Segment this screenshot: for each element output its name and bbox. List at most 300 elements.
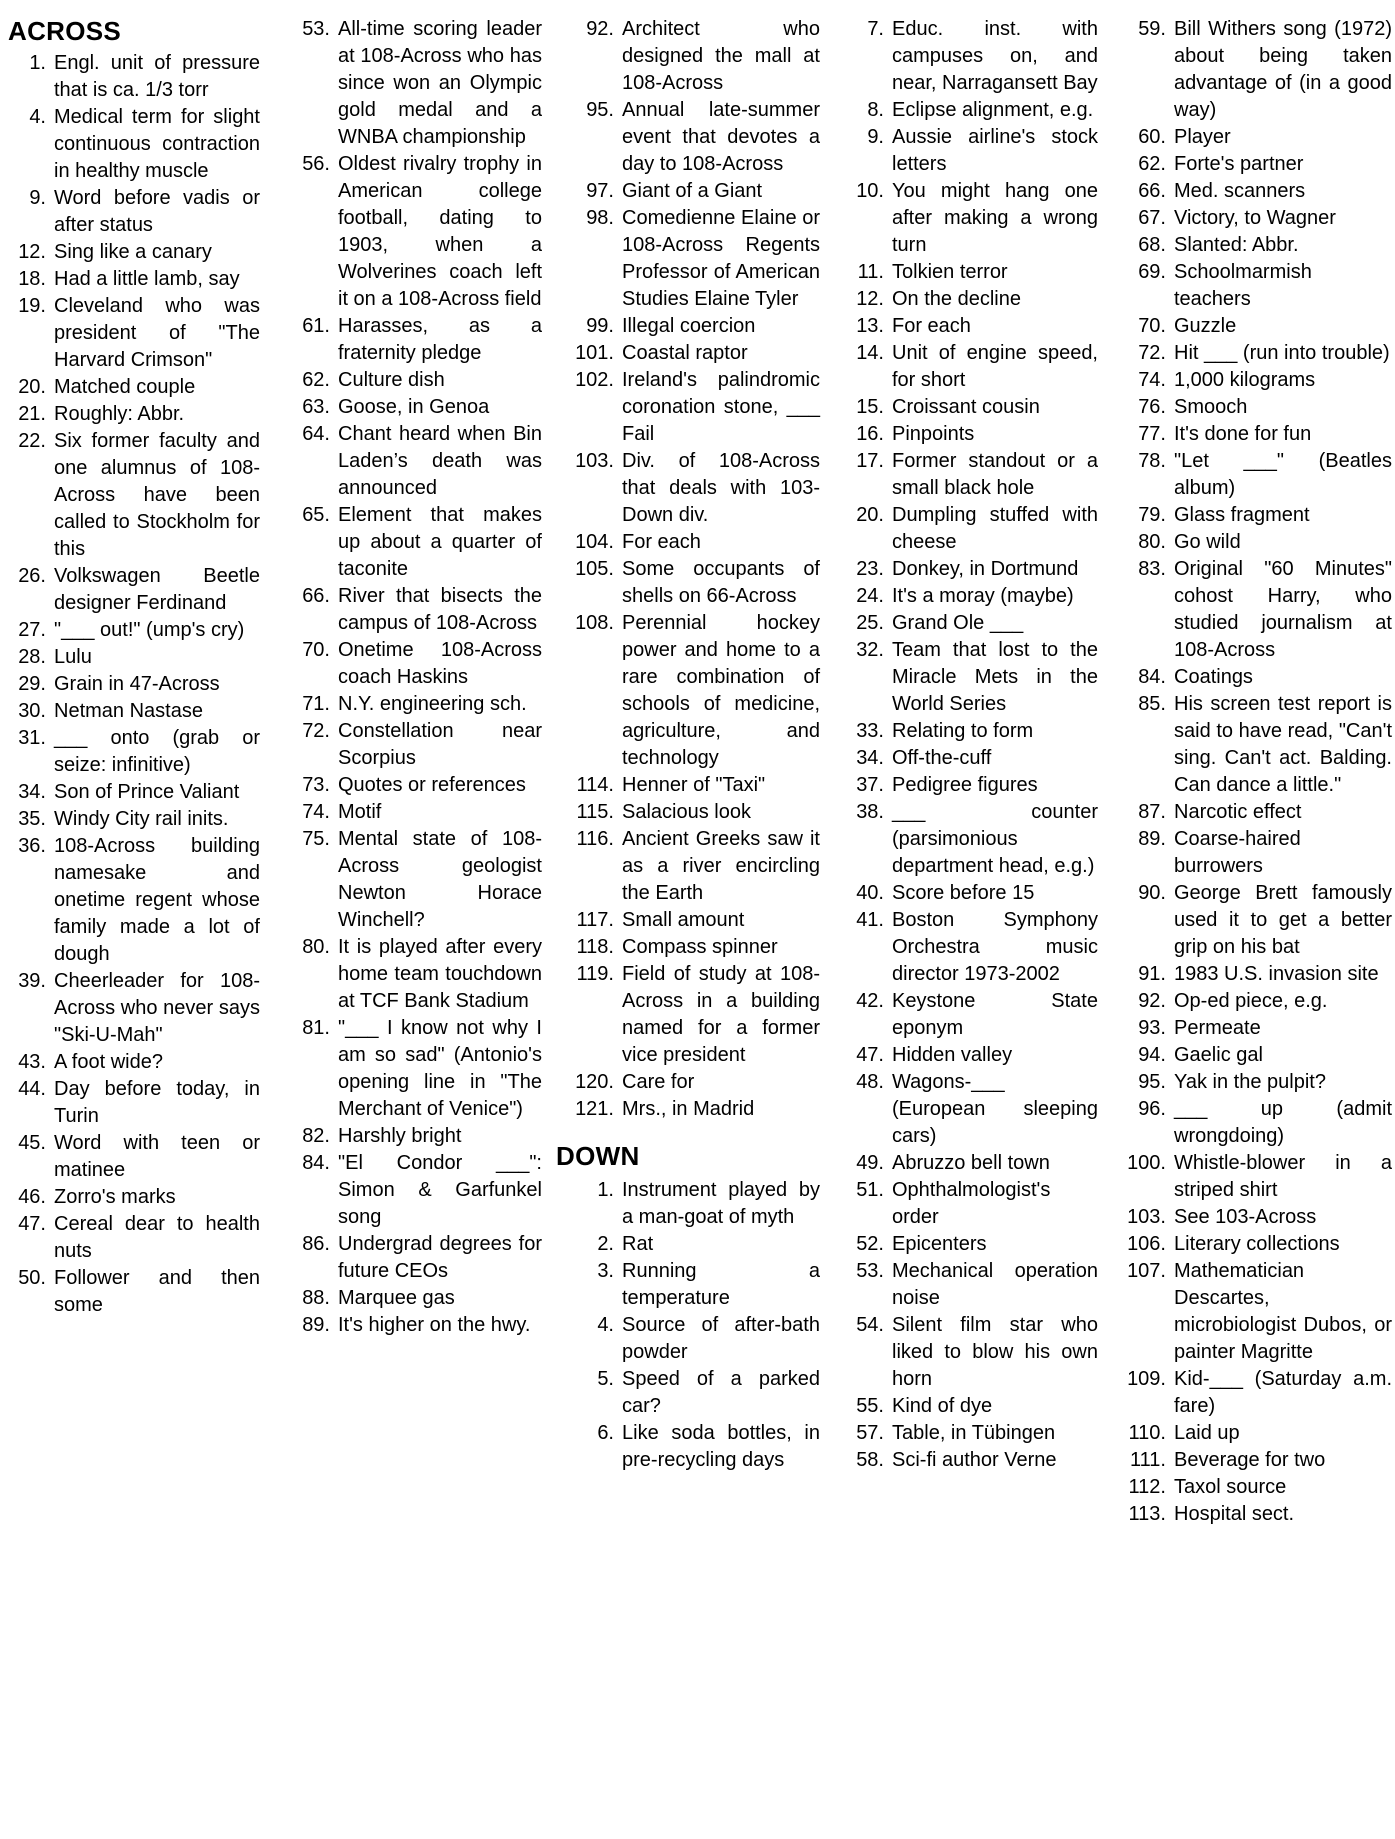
clue-text: Element that makes up about a quarter of taconite	[338, 504, 542, 580]
clue-text: Instrument played by a man-goat of myth	[622, 1179, 820, 1228]
clue-number: 54.	[856, 1314, 884, 1336]
clue-text: Relating to form	[892, 720, 1034, 742]
clue-number: 7.	[867, 18, 884, 40]
clue-text: Henner of "Taxi"	[622, 774, 766, 796]
clue-text: "___ out!" (ump's cry)	[54, 619, 245, 641]
clue-text: George Brett famously used it to get a better grip on his bat	[1174, 882, 1392, 958]
clue-item	[8, 104, 260, 185]
clue-item	[556, 1069, 820, 1096]
clue-number: 1.	[29, 52, 46, 74]
clue-number: 66.	[1138, 180, 1166, 202]
clue-item	[848, 1393, 1098, 1420]
clue-number: 69.	[1138, 261, 1166, 283]
clue-item	[556, 934, 820, 961]
clue-text: Ancient Greeks saw it as a river encircling the Earth	[622, 828, 820, 904]
clue-number: 84.	[302, 1152, 330, 1174]
clue-number: 61.	[302, 315, 330, 337]
clue-list-column-2	[288, 16, 542, 1339]
clue-number: 10.	[856, 180, 884, 202]
clue-item	[848, 1420, 1098, 1447]
clue-number: 105.	[575, 558, 614, 580]
clue-text: Hit ___ (run into trouble)	[1174, 342, 1390, 364]
clue-text: Comedienne Elaine or 108-Across Regents Professor of American Studies Elaine Tyler	[622, 207, 820, 310]
clue-item	[848, 340, 1098, 394]
clue-item	[556, 1312, 820, 1366]
clue-item	[1116, 988, 1392, 1015]
clue-number: 80.	[1138, 531, 1166, 553]
clue-number: 71.	[302, 693, 330, 715]
clue-item	[1116, 1501, 1392, 1528]
clue-text: N.Y. engineering sch.	[338, 693, 527, 715]
clue-number: 9.	[29, 187, 46, 209]
clue-number: 103.	[575, 450, 614, 472]
clue-text: ___ onto (grab or seize: infinitive)	[54, 727, 260, 776]
clue-number: 88.	[302, 1287, 330, 1309]
clue-item	[288, 1312, 542, 1339]
clue-item	[556, 799, 820, 826]
clue-number: 33.	[856, 720, 884, 742]
clue-number: 68.	[1138, 234, 1166, 256]
clue-item	[556, 1366, 820, 1420]
clue-text: Hospital sect.	[1174, 1503, 1295, 1525]
clue-item	[556, 1096, 820, 1123]
clue-text: Goose, in Genoa	[338, 396, 490, 418]
clue-text: It's done for fun	[1174, 423, 1312, 445]
clue-text: It is played after every home team touchdown at TCF Bank Stadium	[338, 936, 542, 1012]
clue-number: 47.	[18, 1213, 46, 1235]
clue-item	[848, 907, 1098, 988]
clue-text: Harshly bright	[338, 1125, 462, 1147]
clue-number: 36.	[18, 835, 46, 857]
clue-item	[848, 1177, 1098, 1231]
clue-text: Team that lost to the Miracle Mets in the World Series	[892, 639, 1098, 715]
clue-number: 34.	[18, 781, 46, 803]
clue-number: 62.	[1138, 153, 1166, 175]
clue-item	[8, 833, 260, 968]
clue-number: 46.	[18, 1186, 46, 1208]
clue-text: Glass fragment	[1174, 504, 1310, 526]
clue-text: Boston Symphony Orchestra music director 1973-2002	[892, 909, 1098, 985]
clue-item	[1116, 232, 1392, 259]
clue-item	[1116, 259, 1392, 313]
clue-item	[556, 1177, 820, 1231]
clue-number: 67.	[1138, 207, 1166, 229]
clue-text: Guzzle	[1174, 315, 1237, 337]
clue-item	[848, 610, 1098, 637]
clue-item	[288, 772, 542, 799]
clue-number: 97.	[586, 180, 614, 202]
clue-item	[1116, 880, 1392, 961]
clue-text: Former standout or a small black hole	[892, 450, 1098, 499]
clue-item	[556, 772, 820, 799]
clue-number: 91.	[1138, 963, 1166, 985]
clue-item	[1116, 367, 1392, 394]
clue-item	[1116, 799, 1392, 826]
clue-item	[1116, 691, 1392, 799]
clue-number: 14.	[856, 342, 884, 364]
clue-text: Six former faculty and one alumnus of 108-Across have been called to Stockholm for this	[54, 430, 260, 560]
clue-number: 34.	[856, 747, 884, 769]
clue-number: 120.	[575, 1071, 614, 1093]
clue-item	[1116, 340, 1392, 367]
clue-text: Abruzzo bell town	[892, 1152, 1050, 1174]
clue-number: 80.	[302, 936, 330, 958]
clue-number: 95.	[1138, 1071, 1166, 1093]
clue-number: 49.	[856, 1152, 884, 1174]
clue-number: 29.	[18, 673, 46, 695]
clue-text: Sci-fi author Verne	[892, 1449, 1057, 1471]
clue-item	[288, 934, 542, 1015]
clue-item	[288, 799, 542, 826]
clue-item	[1116, 502, 1392, 529]
clue-number: 78.	[1138, 450, 1166, 472]
clue-number: 77.	[1138, 423, 1166, 445]
clue-text: Source of after-bath powder	[622, 1314, 820, 1363]
clue-item	[288, 1150, 542, 1231]
clue-text: Annual late-summer event that devotes a day to 108-Across	[622, 99, 820, 175]
clue-item	[1116, 1069, 1392, 1096]
clue-item	[288, 691, 542, 718]
clue-number: 100.	[1127, 1152, 1166, 1174]
clue-number: 35.	[18, 808, 46, 830]
clue-text: Hidden valley	[892, 1044, 1013, 1066]
clue-text: Cheerleader for 108-Across who never says "Ski-U-Mah"	[54, 970, 260, 1046]
clue-number: 114.	[576, 774, 614, 796]
clue-number: 56.	[302, 153, 330, 175]
clue-number: 37.	[856, 774, 884, 796]
clue-number: 107.	[1127, 1260, 1166, 1282]
clue-number: 26.	[18, 565, 46, 587]
clue-text: Kid-___ (Saturday a.m. fare)	[1174, 1368, 1392, 1417]
clue-item	[848, 313, 1098, 340]
clue-number: 101.	[575, 342, 614, 364]
clue-text: Off-the-cuff	[892, 747, 992, 769]
clue-text: Illegal coercion	[622, 315, 756, 337]
clue-item	[8, 725, 260, 779]
clue-item	[8, 968, 260, 1049]
clue-text: Whistle-blower in a striped shirt	[1174, 1152, 1392, 1201]
clue-item	[8, 806, 260, 833]
clue-text: Aussie airline's stock letters	[892, 126, 1098, 175]
clue-text: Literary collections	[1174, 1233, 1340, 1255]
clue-number: 48.	[856, 1071, 884, 1093]
clue-text: Giant of a Giant	[622, 180, 763, 202]
clue-item	[8, 1049, 260, 1076]
clue-item	[556, 340, 820, 367]
clue-item	[1116, 1231, 1392, 1258]
clue-item	[8, 266, 260, 293]
clue-text: 108-Across building namesake and onetime regent whose family made a lot of dough	[54, 835, 260, 965]
clue-number: 87.	[1138, 801, 1166, 823]
clue-item	[8, 1184, 260, 1211]
clue-item	[8, 401, 260, 428]
clue-item	[8, 293, 260, 374]
clue-number: 42.	[856, 990, 884, 1012]
clue-item	[288, 394, 542, 421]
clue-number: 92.	[1138, 990, 1166, 1012]
clue-text: Oldest rivalry trophy in American college football, dating to 1903, when a Wolverines coach left it on a 108-Across field	[338, 153, 542, 310]
clue-number: 12.	[18, 241, 46, 263]
clue-text: Windy City rail inits.	[54, 808, 229, 830]
clue-item	[848, 880, 1098, 907]
clue-number: 119.	[576, 963, 614, 985]
clue-text: Smooch	[1174, 396, 1248, 418]
clue-item	[1116, 151, 1392, 178]
clue-item	[1116, 124, 1392, 151]
clue-number: 94.	[1138, 1044, 1166, 1066]
clue-text: Silent film star who liked to blow his own horn	[892, 1314, 1098, 1390]
clue-item	[848, 1447, 1098, 1474]
clue-text: Architect who designed the mall at 108-Across	[622, 18, 820, 94]
clue-text: Wagons-___ (European sleeping cars)	[892, 1071, 1098, 1147]
clue-number: 117.	[576, 909, 614, 931]
clue-list-column-5	[1116, 16, 1392, 1528]
clue-number: 4.	[29, 106, 46, 128]
clue-item	[848, 502, 1098, 556]
clue-text: Slanted: Abbr.	[1174, 234, 1299, 256]
clue-item	[8, 617, 260, 644]
clue-number: 112.	[1128, 1476, 1166, 1498]
clue-item	[288, 1231, 542, 1285]
clue-number: 85.	[1138, 693, 1166, 715]
clue-item	[848, 421, 1098, 448]
clue-item	[1116, 421, 1392, 448]
clue-number: 111.	[1130, 1449, 1166, 1471]
clue-text: Mental state of 108-Across geologist Newton Horace Winchell?	[338, 828, 542, 931]
clue-number: 45.	[18, 1132, 46, 1154]
clue-text: Onetime 108-Across coach Haskins	[338, 639, 542, 688]
clue-item	[1116, 1096, 1392, 1150]
clue-number: 32.	[856, 639, 884, 661]
clue-item	[1116, 394, 1392, 421]
clue-text: Rat	[622, 1233, 654, 1255]
clue-text: Quotes or references	[338, 774, 526, 796]
clue-item	[288, 16, 542, 151]
clue-item	[1116, 205, 1392, 232]
clue-number: 30.	[18, 700, 46, 722]
clue-item	[8, 1265, 260, 1319]
clue-number: 20.	[856, 504, 884, 526]
clue-number: 18.	[18, 268, 46, 290]
clue-text: Chant heard when Bin Laden’s death was announced	[338, 423, 542, 499]
clue-text: Engl. unit of pressure that is ca. 1/3 torr	[54, 52, 260, 101]
clue-number: 1.	[597, 1179, 614, 1201]
clue-text: Gaelic gal	[1174, 1044, 1263, 1066]
clue-number: 89.	[302, 1314, 330, 1336]
clue-text: Undergrad degrees for future CEOs	[338, 1233, 542, 1282]
clue-number: 6.	[597, 1422, 614, 1444]
clue-text: Score before 15	[892, 882, 1035, 904]
clue-number: 57.	[856, 1422, 884, 1444]
clue-item	[556, 97, 820, 178]
clue-number: 108.	[575, 612, 614, 634]
clue-number: 110.	[1128, 1422, 1166, 1444]
clue-text: Narcotic effect	[1174, 801, 1302, 823]
clue-item	[8, 698, 260, 725]
clue-number: 17.	[856, 450, 884, 472]
clue-item	[848, 799, 1098, 880]
clue-item	[556, 16, 820, 97]
clue-number: 52.	[856, 1233, 884, 1255]
clue-number: 95.	[586, 99, 614, 121]
clue-text: Yak in the pulpit?	[1174, 1071, 1326, 1093]
clue-number: 93.	[1138, 1017, 1166, 1039]
clue-item	[848, 1150, 1098, 1177]
clue-text: See 103-Across	[1174, 1206, 1317, 1228]
clue-item	[1116, 178, 1392, 205]
clue-text: "___ I know not why I am so sad" (Antonio's opening line in "The Merchant of Venice")	[338, 1017, 542, 1120]
clue-number: 13.	[856, 315, 884, 337]
clue-item	[8, 50, 260, 104]
clue-text: Taxol source	[1174, 1476, 1287, 1498]
clue-item	[1116, 826, 1392, 880]
clue-number: 106.	[1127, 1233, 1166, 1255]
clue-text: Coarse-haired burrowers	[1174, 828, 1301, 877]
clue-text: Table, in Tübingen	[892, 1422, 1056, 1444]
clue-number: 39.	[18, 970, 46, 992]
clue-item	[848, 583, 1098, 610]
clue-text: It's a moray (maybe)	[892, 585, 1074, 607]
clue-number: 41.	[856, 909, 884, 931]
clue-item	[1116, 1420, 1392, 1447]
clue-item	[8, 1211, 260, 1265]
clue-item	[848, 448, 1098, 502]
clue-text: Salacious look	[622, 801, 751, 823]
clue-item	[1116, 529, 1392, 556]
clue-number: 19.	[18, 295, 46, 317]
clue-number: 96.	[1138, 1098, 1166, 1120]
clue-number: 109.	[1127, 1368, 1166, 1390]
clue-text: Word with teen or matinee	[54, 1132, 260, 1181]
clue-item	[556, 178, 820, 205]
clue-item	[288, 718, 542, 772]
clue-item	[8, 779, 260, 806]
clue-number: 65.	[302, 504, 330, 526]
clue-text: Volkswagen Beetle designer Ferdinand	[54, 565, 260, 614]
clue-text: Cleveland who was president of "The Harvard Crimson"	[54, 295, 260, 371]
clue-item	[1116, 1042, 1392, 1069]
clue-text: Follower and then some	[54, 1267, 260, 1316]
clue-text: Netman Nastase	[54, 700, 203, 722]
clue-item	[8, 239, 260, 266]
section-header-down: DOWN	[556, 1141, 640, 1171]
clue-text: ___ counter (parsimonious department head, e.g.)	[892, 801, 1098, 877]
clue-number: 51.	[856, 1179, 884, 1201]
clue-item	[556, 907, 820, 934]
clue-text: Had a little lamb, say	[54, 268, 240, 290]
clue-number: 70.	[1138, 315, 1166, 337]
clue-text: "Let ___" (Beatles album)	[1174, 450, 1392, 499]
clue-number: 55.	[856, 1395, 884, 1417]
clue-item	[288, 367, 542, 394]
clue-item	[288, 637, 542, 691]
clue-item	[848, 745, 1098, 772]
clue-text: Eclipse alignment, e.g.	[892, 99, 1094, 121]
clue-text: Keystone State eponym	[892, 990, 1098, 1039]
clue-item	[1116, 16, 1392, 124]
clue-item	[556, 448, 820, 529]
clue-number: 76.	[1138, 396, 1166, 418]
clue-item	[848, 772, 1098, 799]
clue-text: Tolkien terror	[892, 261, 1008, 283]
clue-number: 31.	[18, 727, 46, 749]
clue-number: 47.	[856, 1044, 884, 1066]
clue-text: Unit of engine speed, for short	[892, 342, 1098, 391]
clue-item	[556, 610, 820, 772]
clue-item	[556, 1258, 820, 1312]
clue-number: 72.	[1138, 342, 1166, 364]
clue-text: Educ. inst. with campuses on, and near, Narragansett Bay	[892, 18, 1098, 94]
clue-text: Med. scanners	[1174, 180, 1306, 202]
clue-number: 58.	[856, 1449, 884, 1471]
clue-number: 81.	[302, 1017, 330, 1039]
clue-item	[288, 583, 542, 637]
clue-text: Culture dish	[338, 369, 445, 391]
clue-number: 3.	[597, 1260, 614, 1282]
clue-number: 24.	[856, 585, 884, 607]
clue-item	[848, 1312, 1098, 1393]
clue-text: Medical term for slight continuous contraction in healthy muscle	[54, 106, 260, 182]
clue-text: Donkey, in Dortmund	[892, 558, 1079, 580]
clue-number: 86.	[302, 1233, 330, 1255]
section-header-across: ACROSS	[8, 16, 122, 46]
clue-item	[8, 185, 260, 239]
clue-number: 64.	[302, 423, 330, 445]
clue-text: ___ up (admit wrongdoing)	[1174, 1098, 1392, 1147]
clue-number: 2.	[597, 1233, 614, 1255]
clue-text: Sing like a canary	[54, 241, 212, 263]
clue-text: Op-ed piece, e.g.	[1174, 990, 1328, 1012]
clue-number: 40.	[856, 882, 884, 904]
clue-number: 28.	[18, 646, 46, 668]
clue-text: Son of Prince Valiant	[54, 781, 240, 803]
clue-text: Pinpoints	[892, 423, 975, 445]
clue-text: Small amount	[622, 909, 745, 931]
clue-item	[848, 1042, 1098, 1069]
clue-number: 79.	[1138, 504, 1166, 526]
clue-item	[1116, 1447, 1392, 1474]
clue-text: Like soda bottles, in pre-recycling days	[622, 1422, 820, 1471]
clue-item	[556, 1231, 820, 1258]
clue-text: Victory, to Wagner	[1174, 207, 1336, 229]
clue-item	[288, 502, 542, 583]
clue-text: Constellation near Scorpius	[338, 720, 542, 769]
clue-item	[556, 367, 820, 448]
clue-number: 66.	[302, 585, 330, 607]
clue-text: Pedigree figures	[892, 774, 1038, 796]
clue-text: Perennial hockey power and home to a rare combination of schools of medicine, agriculture, and technology	[622, 612, 820, 769]
clue-number: 90.	[1138, 882, 1166, 904]
clue-text: "El Condor ___": Simon & Garfunkel song	[338, 1152, 542, 1228]
clue-item	[848, 394, 1098, 421]
clue-number: 75.	[302, 828, 330, 850]
clue-text: His screen test report is said to have read, "Can't sing. Can't act. Balding. Can dance a little."	[1174, 693, 1392, 796]
clue-text: River that bisects the campus of 108-Across	[338, 585, 542, 634]
clue-number: 53.	[856, 1260, 884, 1282]
clue-list-column-1	[8, 16, 260, 1319]
clue-number: 44.	[18, 1078, 46, 1100]
clue-text: Word before vadis or after status	[54, 187, 260, 236]
clue-text: All-time scoring leader at 108-Across who has since won an Olympic gold medal and a WNBA championship	[338, 18, 542, 148]
clue-item	[848, 637, 1098, 718]
clue-number: 89.	[1138, 828, 1166, 850]
clue-number: 53.	[302, 18, 330, 40]
clue-item	[848, 97, 1098, 124]
clue-text: Roughly: Abbr.	[54, 403, 185, 425]
clue-text: Forte's partner	[1174, 153, 1304, 175]
clue-item	[1116, 664, 1392, 691]
clue-text: Schoolmarmish teachers	[1174, 261, 1312, 310]
